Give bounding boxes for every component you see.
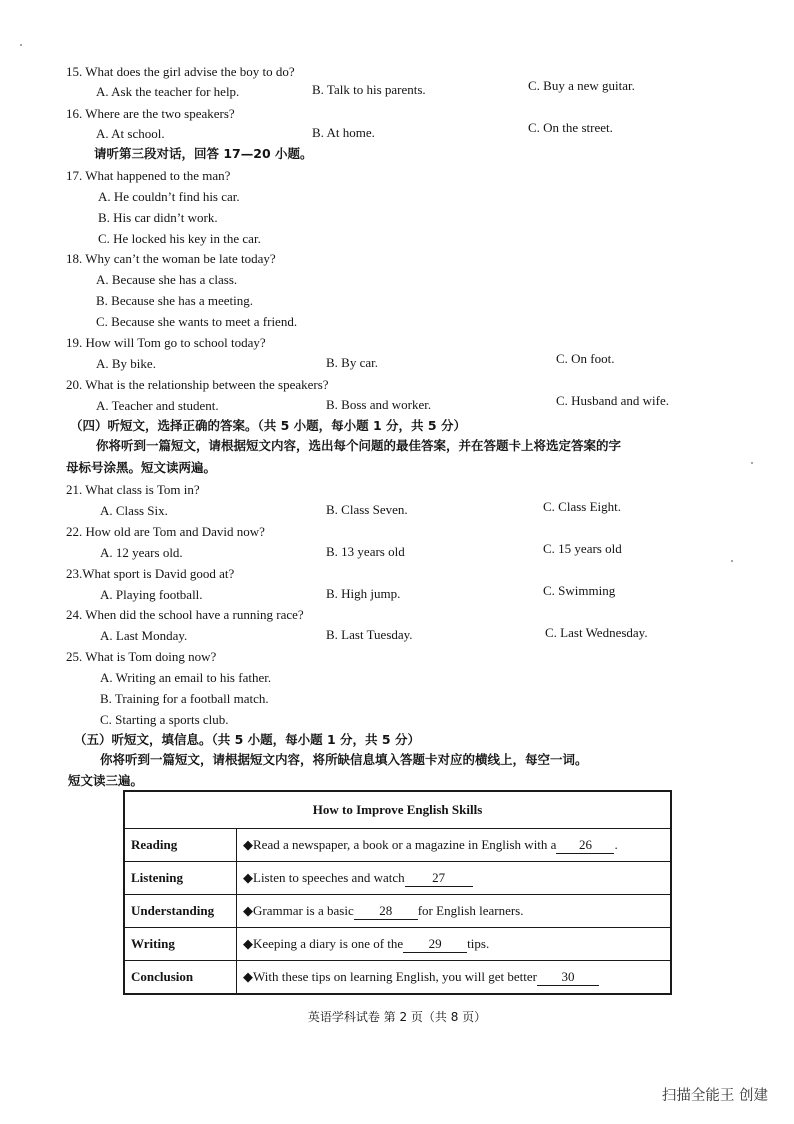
row-text: ◆Listen to speeches and watch (243, 869, 405, 885)
row-text-after: . (614, 836, 618, 852)
question-20-option-b: B. Boss and worker. (326, 397, 432, 412)
question-22-stem: 22. How old are Tom and David now? (66, 524, 265, 539)
question-24-stem: 24. When did the school have a running race? (66, 607, 304, 622)
part-4-instruction-line-1: 你将听到一篇短文，请根据短文内容，选出每个问题的最佳答案，并在答题卡上将选定答案的字 (96, 438, 622, 453)
part-5-instruction-line-1: 你将听到一篇短文，请根据短文内容，将所缺信息填入答题卡对应的横线上，每空一词。 (100, 752, 588, 767)
row-content-conclusion (237, 961, 672, 995)
row-text: ◆Read a newspaper, a book or a magazine in English with a (243, 836, 557, 852)
question-20-stem: 20. What is the relationship between the speakers? (66, 377, 329, 392)
row-content-writing (237, 928, 672, 961)
row-label-understanding: Understanding (124, 895, 237, 928)
question-17-stem: 17. What happened to the man? (66, 168, 231, 183)
question-24-option-c: C. Last Wednesday. (545, 625, 648, 640)
question-18-option-c: C. Because she wants to meet a friend. (96, 314, 298, 329)
row-label-listening: Listening (124, 862, 237, 895)
question-22-option-c: C. 15 years old (543, 541, 622, 556)
blank-28: 28 (354, 903, 418, 920)
row-label-writing: Writing (124, 928, 237, 961)
row-label-conclusion: Conclusion (124, 961, 237, 995)
question-25-option-a: A. Writing an email to his father. (100, 670, 272, 685)
question-21-option-c: C. Class Eight. (543, 499, 622, 514)
row-text: ◆With these tips on learning English, you will get better (243, 968, 537, 984)
blank-29: 29 (403, 936, 467, 953)
question-24-option-a: A. Last Monday. (100, 628, 188, 643)
question-19-stem: 19. How will Tom go to school today? (66, 335, 266, 350)
question-18-stem: 18. Why can’t the woman be late today? (66, 251, 276, 266)
question-16-option-c: C. On the street. (528, 120, 613, 135)
question-16-stem: 16. Where are the two speakers? (66, 106, 235, 121)
blank-27: 27 (405, 870, 473, 887)
question-19-option-b: B. By car. (326, 355, 378, 370)
question-20-option-c: C. Husband and wife. (556, 393, 670, 408)
scan-speck (751, 462, 753, 464)
table-row (124, 895, 671, 928)
question-23-option-b: B. High jump. (326, 586, 401, 601)
scanner-watermark: 扫描全能王 创建 (661, 1088, 768, 1104)
scan-speck (731, 560, 733, 562)
part-5-title: （五）听短文，填信息。（共 5 小题，每小题 1 分，共 5 分） (74, 732, 420, 747)
english-skills-table (123, 790, 672, 995)
blank-30: 30 (537, 969, 599, 986)
question-21-option-b: B. Class Seven. (326, 502, 408, 517)
row-text-after: for English learners. (417, 902, 524, 918)
scan-speck (20, 44, 22, 46)
question-21-stem: 21. What class is Tom in? (66, 482, 200, 497)
question-17-option-a: A. He couldn’t find his car. (98, 189, 240, 204)
question-17-option-c: C. He locked his key in the car. (98, 231, 261, 246)
page-footer: 英语学科试卷 第 2 页（共 8 页） (307, 1010, 487, 1024)
row-text: ◆Grammar is a basic (243, 902, 354, 918)
question-22-option-a: A. 12 years old. (100, 545, 183, 560)
question-23-stem: 23.What sport is David good at? (66, 566, 235, 581)
question-19-option-a: A. By bike. (96, 356, 156, 371)
part-4-title: （四）听短文，选择正确的答案。（共 5 小题，每小题 1 分，共 5 分） (70, 418, 466, 433)
row-content-listening (237, 862, 672, 895)
question-17-option-b: B. His car didn’t work. (98, 210, 218, 225)
part-5-instruction-line-2: 短文读三遍。 (68, 773, 144, 788)
row-label-reading: Reading (124, 829, 237, 862)
question-24-option-b: B. Last Tuesday. (326, 627, 413, 642)
table-title: How to Improve English Skills (124, 791, 671, 829)
question-25-stem: 25. What is Tom doing now? (66, 649, 217, 664)
question-18-option-a: A. Because she has a class. (96, 272, 238, 287)
row-text-after: tips. (467, 935, 490, 951)
part-4-instruction-line-2: 母标号涂黑。短文读两遍。 (66, 460, 217, 475)
question-15-option-b: B. Talk to his parents. (312, 82, 426, 97)
row-content-reading (237, 829, 672, 862)
table-row (124, 862, 671, 895)
question-15-stem: 15. What does the girl advise the boy to do? (66, 64, 295, 79)
section-3-instruction: 请听第三段对话，回答 17—20 小题。 (94, 146, 313, 161)
question-20-option-a: A. Teacher and student. (96, 398, 219, 413)
question-25-option-c: C. Starting a sports club. (100, 712, 229, 727)
question-23-option-c: C. Swimming (543, 583, 616, 598)
question-21-option-a: A. Class Six. (100, 503, 168, 518)
blank-26: 26 (556, 837, 614, 854)
question-15-option-c: C. Buy a new guitar. (528, 78, 635, 93)
question-15-option-a: A. Ask the teacher for help. (96, 84, 240, 99)
question-16-option-a: A. At school. (96, 126, 165, 141)
question-16-option-b: B. At home. (312, 125, 375, 140)
row-text: ◆Keeping a diary is one of the (243, 935, 404, 951)
question-19-option-c: C. On foot. (556, 351, 615, 366)
question-22-option-b: B. 13 years old (326, 544, 405, 559)
table-row (124, 928, 671, 961)
question-23-option-a: A. Playing football. (100, 587, 203, 602)
question-25-option-b: B. Training for a football match. (100, 691, 269, 706)
table-row (124, 829, 671, 862)
question-18-option-b: B. Because she has a meeting. (96, 293, 254, 308)
table-row (124, 961, 671, 995)
row-content-understanding (237, 895, 672, 928)
